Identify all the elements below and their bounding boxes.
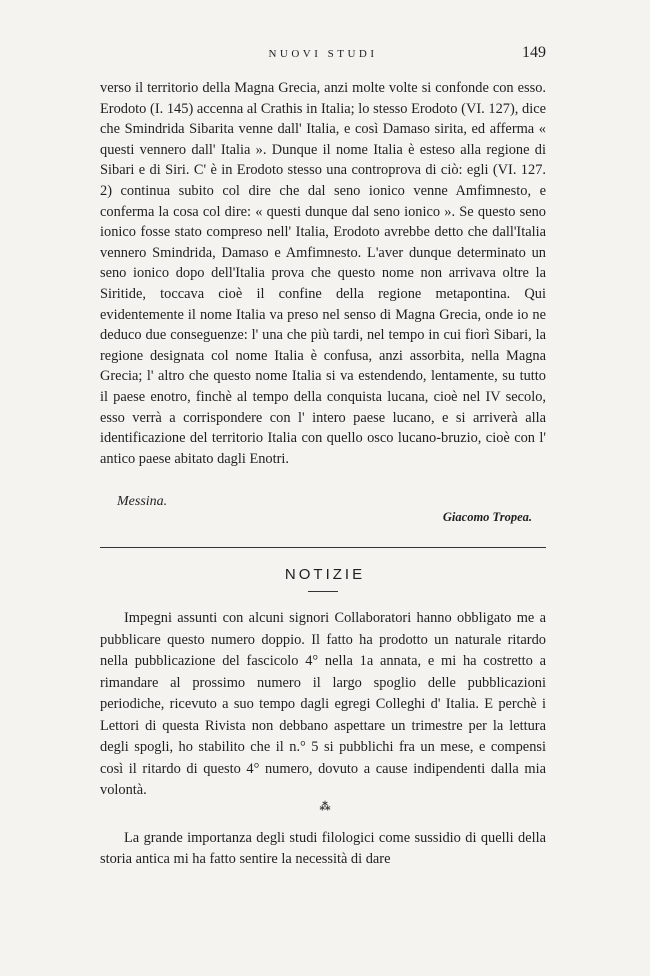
- page-number: 149: [522, 44, 546, 61]
- notice-paragraph: Impegni assunti con alcuni signori Collaboratori hanno obbligato me a pubblicare questo numero doppio. Il fatto ha prodotto un naturale ritardo nella pubblicazione del fascicolo 4° nella 1a annata, e mi ha costretto a rimandare al prossimo numero il largo spoglio delle pubblicazioni periodiche, ricevuto a suo tempo dagli egregi Colleghi d' Italia. E perchè i Lettori di questa Rivista non debbano aspettare un trimestre per la lettura degli spogli, ho stabilito che il n.° 5 si pubblichi fra un mese, e compensi così il ritardo di questo 4° numero, dovuto a cause indipendenti dalla mia volontà.: [100, 610, 546, 798]
- place-line: Messina.: [117, 494, 168, 509]
- signature-row: [100, 494, 546, 534]
- running-title: NUOVI STUDI: [268, 48, 378, 60]
- asterism-separator: ⁂: [319, 801, 331, 813]
- article-body: verso il territorio della Magna Grecia, anzi molte volte si confonde con esso. Erodoto (I. 145) accenna al Crathis in Italia; lo stesso Erodoto (VI. 127), dice che Smindrida Sibarita venne dall' Italia, e così Damaso sirita, ed afferma « questi vennero dall' Italia ». Dunque il nome Italia è esteso alla regione di Sibari e di Siri. C' è in Erodoto stesso una controprova di ciò: egli (VI. 127. 2) continua subito col dire che dal seno ionico venne Amfimnesto, e conferma la cosa col dire: « questi dunque dal seno ionico ». Se questo seno ionico fosse stato compreso nell' Italia, Erodoto avrebbe detto che dall'Italia vennero Smindrida, Damaso e Amfimnesto. L'aver dunque determinato un seno ionico dopo dell'Italia prova che questo nome non arrivava oltre la Siritide, toccava cioè il confine della regione metapontina. Qui evidentemente il nome Italia va preso nel senso di Magna Grecia, onde io ne deduco due conseguenze: l' una che più tardi, nel tempo in cui fiorì Sibari, la regione designata col nome Italia è confusa, anzi assorbita, nella Magna Grecia; l' altro che questo nome Italia si va estendendo, lentamente, su tutto il paese enotro, finchè al tempo della conquista lucana, cioè nel IV secolo, esso verrà a corrispondere con l' intero paese lucano, e si arriverà alla identificazione del territorio Italia con quello osco lucano-bruzio, cioè con l' antico paese abitato dagli Enotri.: [100, 80, 546, 467]
- title-underline: [308, 591, 338, 592]
- section-divider: [100, 547, 546, 548]
- notice-paragraph-2: La grande importanza degli studi filologici come sussidio di quelli della storia antica mi ha fatto sentire la necessità di dare: [100, 830, 546, 867]
- page-header: [100, 44, 546, 68]
- section-title: NOTIZIE: [284, 566, 366, 583]
- author-signature: Giacomo Tropea.: [442, 510, 532, 524]
